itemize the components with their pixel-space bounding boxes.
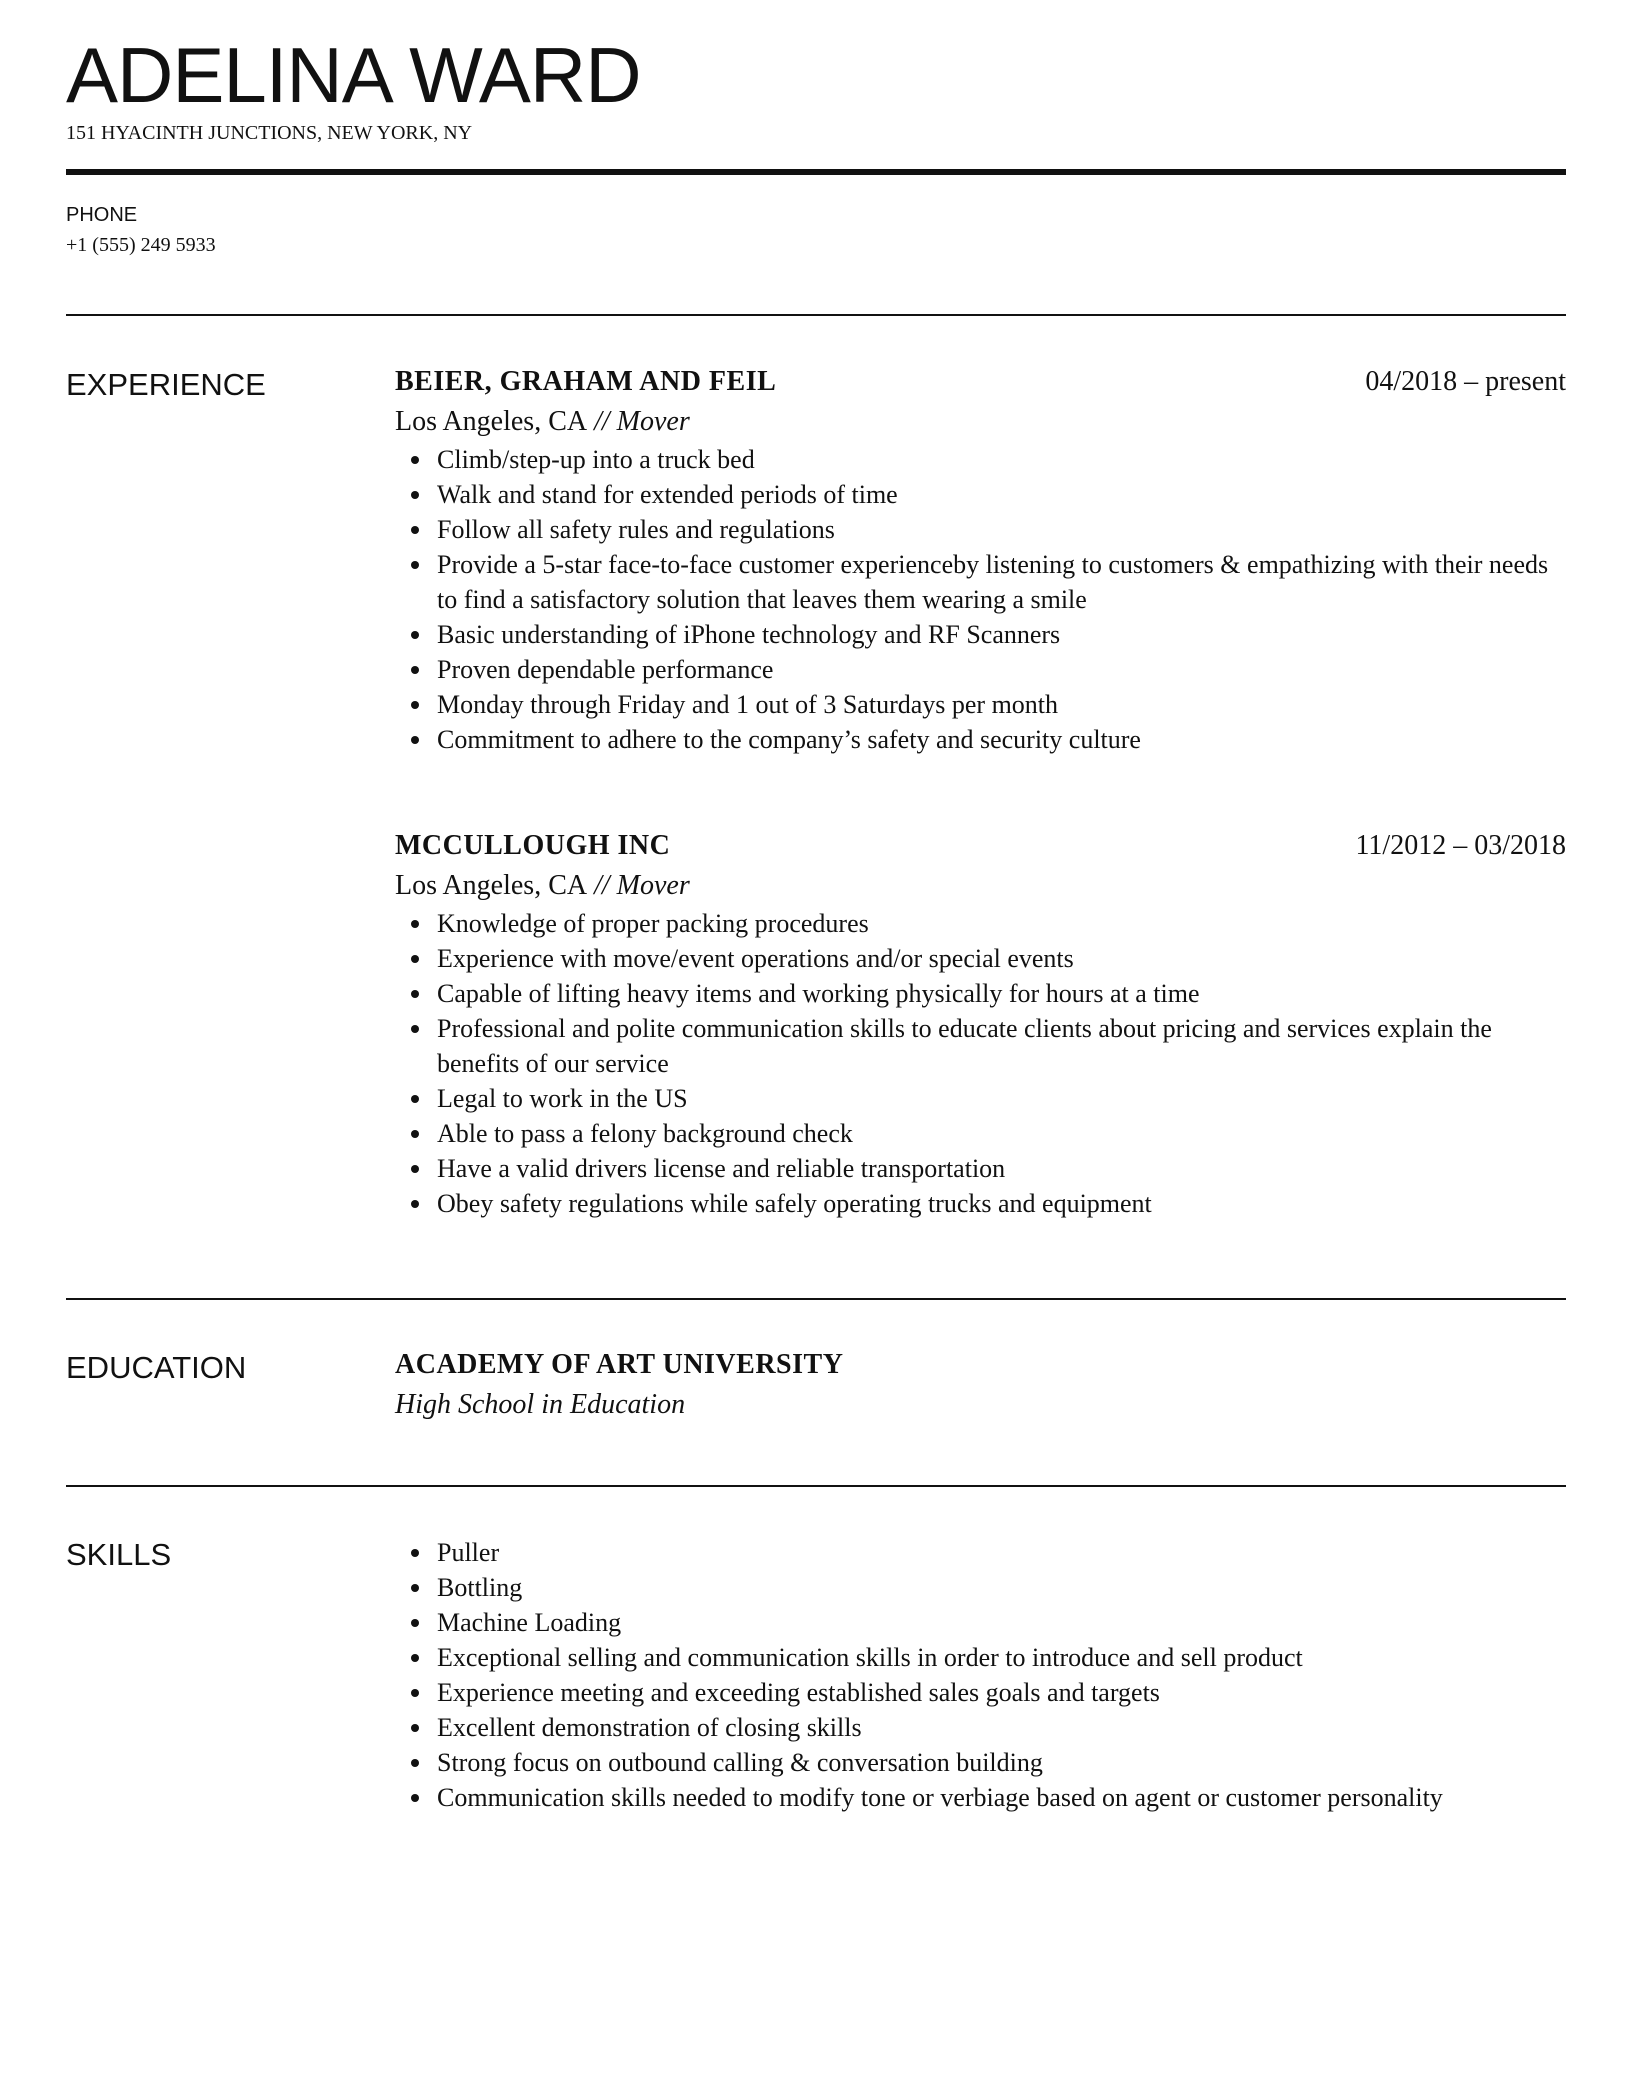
job-bullets: [395, 442, 1566, 757]
job-role: Mover: [616, 870, 690, 901]
section-divider: [66, 314, 1566, 316]
bullet-item: Proven dependable performance: [395, 652, 1566, 687]
skills-list: [395, 1535, 1566, 1815]
bullet-item: Climb/step-up into a truck bed: [395, 442, 1566, 477]
phone-number: +1 (555) 249 5933: [66, 234, 216, 256]
bullet-item: Able to pass a felony background check: [395, 1116, 1566, 1151]
skill-item: Communication skills needed to modify tone or verbiage based on agent or customer personality: [395, 1780, 1566, 1815]
bullet-item: Monday through Friday and 1 out of 3 Saturdays per month: [395, 687, 1566, 722]
skills-entry: [395, 1535, 1566, 1815]
job-dates: 04/2018 – present: [1365, 366, 1566, 397]
skill-item: Excellent demonstration of closing skills: [395, 1710, 1566, 1745]
degree: High School in Education: [395, 1389, 686, 1420]
header-divider: [66, 169, 1566, 175]
job-separator: //: [587, 406, 617, 437]
education-entry: [395, 1345, 1566, 1425]
school-name: ACADEMY OF ART UNIVERSITY: [395, 1349, 844, 1380]
address: 151 HYACINTH JUNCTIONS, NEW YORK, NY: [66, 122, 473, 144]
skill-item: Exceptional selling and communication skills in order to introduce and sell product: [395, 1640, 1566, 1675]
skill-item: Puller: [395, 1535, 1566, 1570]
skill-item: Strong focus on outbound calling & conversation building: [395, 1745, 1566, 1780]
experience-heading: EXPERIENCE: [66, 367, 266, 402]
job-separator: //: [587, 870, 617, 901]
job-entry: [395, 826, 1566, 1221]
bullet-item: Legal to work in the US: [395, 1081, 1566, 1116]
candidate-name: ADELINA WARD: [66, 31, 641, 119]
job-dates: 11/2012 – 03/2018: [1355, 830, 1566, 861]
company-name: BEIER, GRAHAM AND FEIL: [395, 366, 777, 397]
section-divider: [66, 1485, 1566, 1487]
bullet-item: Have a valid drivers license and reliable transportation: [395, 1151, 1566, 1186]
skill-item: Experience meeting and exceeding established sales goals and targets: [395, 1675, 1566, 1710]
bullet-item: Follow all safety rules and regulations: [395, 512, 1566, 547]
bullet-item: Walk and stand for extended periods of time: [395, 477, 1566, 512]
job-role: Mover: [616, 406, 690, 437]
job-location: Los Angeles, CA: [395, 406, 588, 437]
job-location-role: [395, 866, 1566, 906]
phone-label: PHONE: [66, 204, 138, 226]
skill-item: Machine Loading: [395, 1605, 1566, 1640]
bullet-item: Provide a 5-star face-to-face customer experienceby listening to customers & empathizing with their needs to find a satisfactory solution that leaves them wearing a smile: [395, 547, 1566, 617]
skill-item: Bottling: [395, 1570, 1566, 1605]
bullet-item: Knowledge of proper packing procedures: [395, 906, 1566, 941]
job-entry: [395, 362, 1566, 757]
job-location: Los Angeles, CA: [395, 870, 588, 901]
bullet-item: Obey safety regulations while safely operating trucks and equipment: [395, 1186, 1566, 1221]
bullet-item: Commitment to adhere to the company’s safety and security culture: [395, 722, 1566, 757]
section-divider: [66, 1298, 1566, 1300]
job-bullets: [395, 906, 1566, 1221]
bullet-item: Capable of lifting heavy items and working physically for hours at a time: [395, 976, 1566, 1011]
bullet-item: Basic understanding of iPhone technology and RF Scanners: [395, 617, 1566, 652]
job-location-role: [395, 402, 1566, 442]
company-name: MCCULLOUGH INC: [395, 830, 671, 861]
bullet-item: Experience with move/event operations and/or special events: [395, 941, 1566, 976]
education-heading: EDUCATION: [66, 1350, 247, 1385]
skills-heading: SKILLS: [66, 1537, 172, 1572]
bullet-item: Professional and polite communication skills to educate clients about pricing and services explain the benefits of our service: [395, 1011, 1566, 1081]
